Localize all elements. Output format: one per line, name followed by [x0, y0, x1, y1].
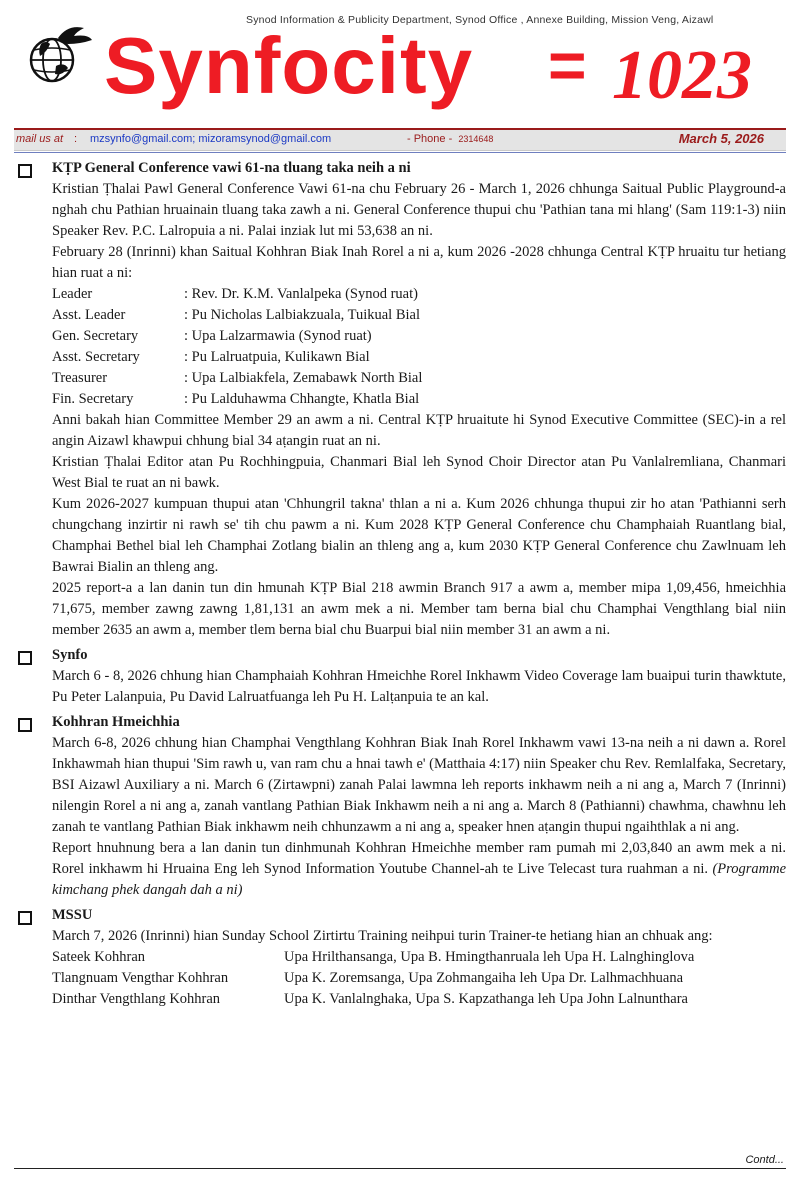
paragraph: Anni bakah hian Committee Member 29 an awm a ni. Central KṬP hruaitute hi Synod Executive Committee (SEC)-in a rel angin Aizawl khawpui chhung bial 34 aṭangin ruat an ni.: [52, 412, 786, 449]
section-title: KṬP General Conference vawi 61-na tluang taka neih a ni: [52, 160, 411, 176]
officer-name: : Rev. Dr. K.M. Vanlalpeka (Synod ruat): [184, 286, 418, 302]
officers-list: [52, 284, 786, 410]
continued-note: Contd...: [745, 1154, 784, 1166]
paragraph: March 7, 2026 (Inrinni) hian Sunday School Zirtirtu Training neihpui turin Trainer-te hetiang hian an chhuak ang:: [52, 928, 713, 944]
paragraph-text: Report hnuhnung bera a lan danin tun dinhmunah Kohhran Hmeichhe member ram pumah mi 2,03,840 an awm mek a ni. Rorel inkhawm hi Hruaina Eng leh Synod Information Youtube Channel-ah te Live Telecast tura ruahman a ni.: [52, 840, 786, 877]
paragraph: February 28 (Inrinni) khan Saitual Kohhran Biak Inah Rorel a ni a, kum 2026 -2028 chhunga Central KṬP hruaitu tur hetiang hian ruat a ni:: [52, 244, 786, 281]
trainer-names: Upa K. Vanlalnghaka, Upa S. Kapzathanga leh Upa John Lalnunthara: [284, 991, 688, 1007]
checkbox-bullet-icon: [18, 718, 32, 732]
trainer-names: Upa Hrilthansanga, Upa B. Hmingthanruala leh Upa H. Lalnghinglova: [284, 949, 695, 965]
officer-role: Asst. Leader: [52, 307, 126, 323]
department-line: Synod Information & Publicity Department, Synod Office , Annexe Building, Mission Veng, Aizawl: [246, 14, 714, 26]
phone-number: 2314648: [458, 134, 494, 144]
header-divider: [14, 152, 786, 153]
officer-role: Gen. Secretary: [52, 328, 139, 344]
officer-role: Asst. Secretary: [52, 349, 140, 365]
email-links[interactable]: mzsynfo@gmail.com; mizoramsynod@gmail.com: [90, 133, 332, 145]
officer-role: Leader: [52, 286, 93, 302]
trainer-row: [52, 989, 786, 1010]
checkbox-bullet-icon: [18, 651, 32, 665]
paragraph: March 6-8, 2026 chhung hian Champhai Vengthlang Kohhran Biak Inah Rorel Inkhawm vawi 13-na neih a ni dawn a. Rorel Inkhawmah hian thupui 'Sim rawh u, van ram chu a hnai tawh e' (Matthaia 4:17) niin Speaker chu Rev. Remlalfaka, Secretary, BSI Aizawl Auxiliary a ni. March 6 (Zirtawpni) zanah Palai lawmna leh reports inkhawm neih a ni ang a, March 7 (Inrinni) nilengin Rorel a ni ang a, zanah vantlang Pathian Biak Inkhawm neih a ni ang a. March 8 (Pathianni) chawhma, chawhnu leh zanah te vantlang Pathian Biak inkhawm neih chhunzawm a ni ang a, speaker hnen aṭangin thupui ngaihthlak a ni ang.: [52, 735, 786, 835]
officer-role: Treasurer: [52, 370, 108, 386]
officer-row: [52, 347, 786, 368]
news-content: [14, 158, 786, 1010]
paragraph: March 6 - 8, 2026 chhung hian Champhaiah Kohhran Hmeichhe Rorel Inkhawm Video Coverage lam buaipui turin thawktute, Pu Peter Lalanpuia, Pu David Lalruatfuanga leh Pu H. Lalṭanpuia te an kal.: [52, 668, 786, 705]
contact-bar: [14, 128, 786, 151]
officer-name: : Pu Nicholas Lalbiakzuala, Tuikual Bial: [184, 307, 421, 323]
section-title: Synfo: [52, 647, 88, 663]
officer-row: [52, 326, 786, 347]
paragraph: Kristian Ṭhalai Editor atan Pu Rochhingpuia, Chanmari Bial leh Synod Choir Director atan Pu Vanlalremliana, Chanmari West Bial te ruat an ni bawk.: [52, 454, 786, 491]
church-name: Sateek Kohhran: [52, 949, 146, 965]
paragraph: [52, 838, 786, 901]
phone-label: - Phone -: [407, 133, 453, 145]
issue-number: 1023: [612, 37, 752, 114]
section-title: Kohhran Hmeichhia: [52, 714, 180, 730]
issue-date: March 5, 2026: [678, 131, 764, 146]
checkbox-bullet-icon: [18, 164, 32, 178]
masthead-equals: =: [548, 28, 587, 102]
officer-name: : Pu Lalruatpuia, Kulikawn Bial: [184, 349, 370, 365]
officer-row: [52, 389, 786, 410]
trainer-row: [52, 968, 786, 989]
paragraph: Kristian Ṭhalai Pawl General Conference Vawi 61-na chu February 26 - March 1, 2026 chhunga Saitual Public Playground-a nghah chu Pathian hruainain tluang taka zawh a ni. General Conference thupui chu 'Pathian tana mi hlang' (Sam 119:1-3) niin Speaker Rev. P.C. Lalropuia a ni. Palai inziak lut mi 53,638 an ni.: [52, 181, 786, 239]
trainers-list: [52, 947, 786, 1010]
section-title: MSSU: [52, 907, 93, 923]
section-ktp: [14, 158, 786, 641]
section-kohhran-hmeichhia: [14, 712, 786, 901]
section-synfo: [14, 645, 786, 708]
officer-row: [52, 284, 786, 305]
officer-row: [52, 368, 786, 389]
trainer-names: Upa K. Zoremsanga, Upa Zohmangaiha leh Upa Dr. Lalhmachhuana: [284, 970, 684, 986]
footer-divider: [14, 1168, 786, 1169]
programme-note: (Programme kimchang phek dangah dah a ni): [52, 861, 786, 898]
mail-label: mail us at: [16, 133, 64, 145]
church-name: Tlangnuam Vengthar Kohhran: [52, 970, 229, 986]
paragraph: 2025 report-a a lan danin tun din hmunah KṬP Bial 218 awmin Branch 917 a awm a, member mipa 1,09,456, hmeichhia 71,675, member zawng zawng 1,81,131 an awm mek a ni. Member tam berna bial chu Champhai Vengthlang bial niin member 2635 an awm a, member tlem berna bial chu Buarpui bial niin member 31 an awm a ni.: [52, 580, 786, 638]
officer-role: Fin. Secretary: [52, 391, 134, 407]
officer-name: : Upa Lalbiakfela, Zemabawk North Bial: [184, 370, 423, 386]
globe-dove-icon: [28, 22, 94, 84]
trainer-row: [52, 947, 786, 968]
officer-row: [52, 305, 786, 326]
officer-name: : Upa Lalzarmawia (Synod ruat): [184, 328, 372, 344]
paragraph: Kum 2026-2027 kumpuan thupui atan 'Chhungril takna' thlan a ni a. Kum 2026 chhunga thupui zir ho atan 'Pathianni serh chungchang inzirtir ni rawh se' tih chu pawm a ni. Kum 2028 KṬP General Conference chu Champhaiah Ruantlang bial, Champhai Bethel bial leh Champhai Zotlang bialin an thleng ang a, kum 2030 KṬP General Conference chu Zawlnuam leh Bawrai Bialin an thleng ang.: [52, 496, 786, 575]
masthead-title: Synfocity: [104, 21, 474, 110]
section-mssu: [14, 905, 786, 1010]
officer-name: : Pu Lalduhawma Chhangte, Khatla Bial: [184, 391, 420, 407]
mail-separator: :: [74, 133, 78, 145]
church-name: Dinthar Vengthlang Kohhran: [52, 991, 221, 1007]
checkbox-bullet-icon: [18, 911, 32, 925]
phone: [407, 133, 493, 145]
